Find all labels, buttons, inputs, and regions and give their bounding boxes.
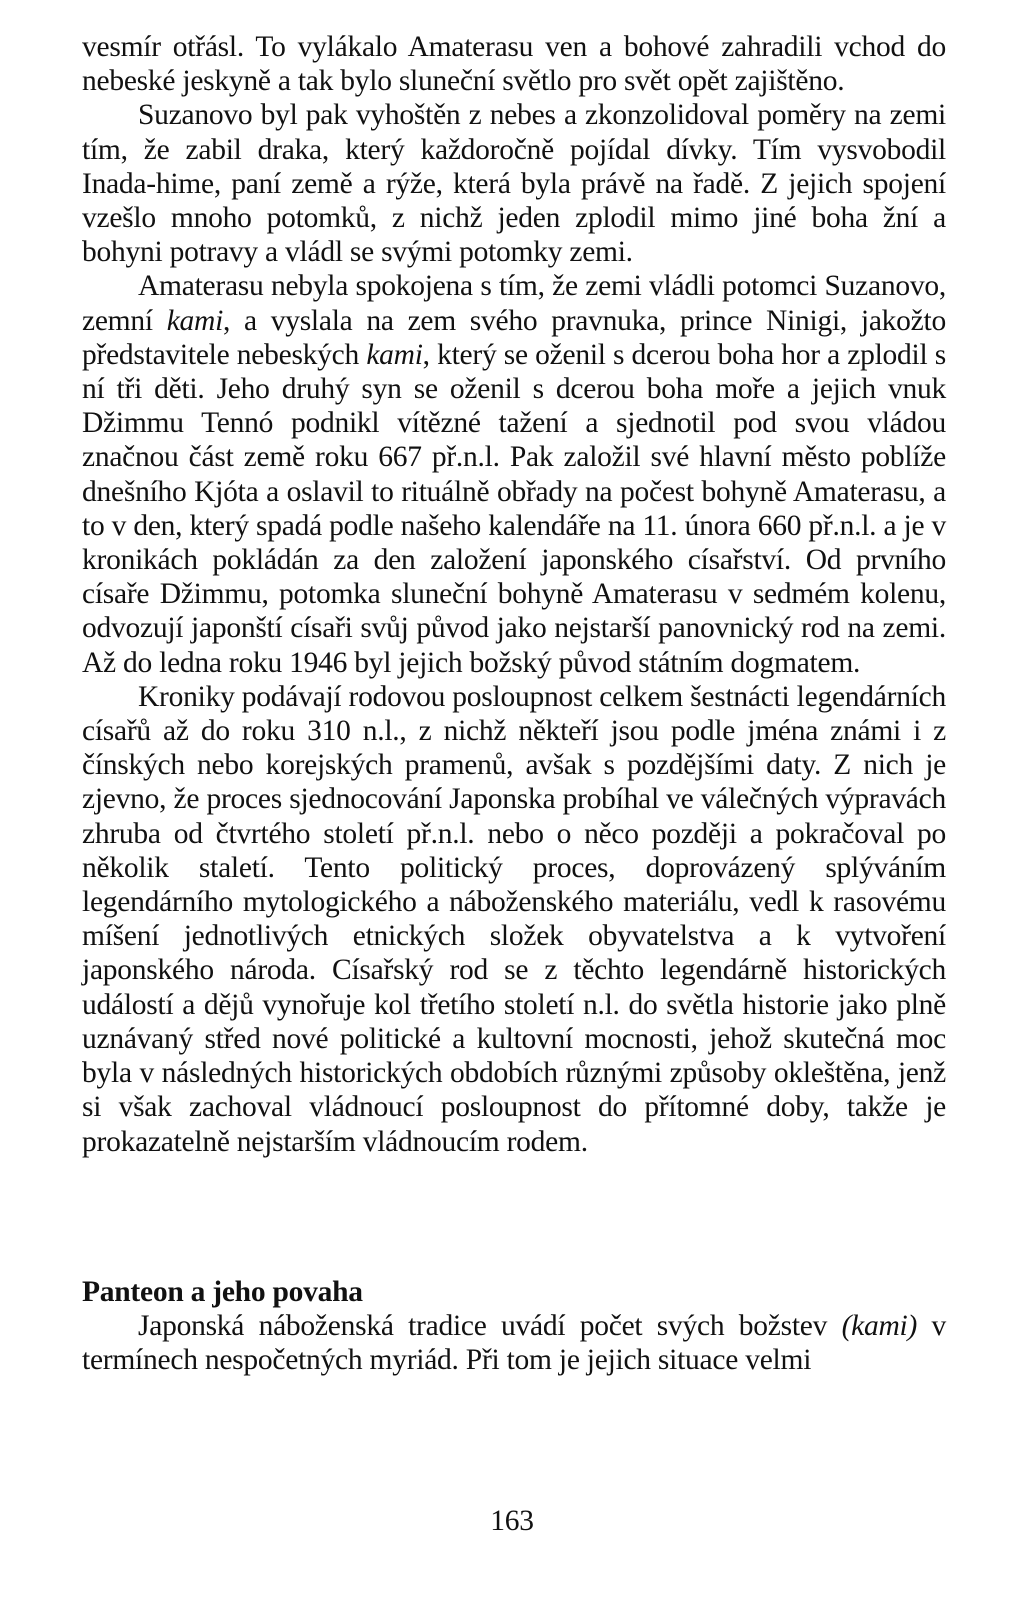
text-run: vesmír otřásl. To vylákalo Amaterasu ven a bohové zahradili vchod do nebeské jeskyně a tak bylo sluneční světlo pro svět opět zajištěno.: [82, 31, 946, 98]
section-heading: Panteon a jeho povaha: [82, 1275, 363, 1308]
italic-term: kami: [166, 304, 224, 337]
text-run: Amaterasu nebyla spokojena s tím, že zemi vládli potomci Suzanovo, zemní: [82, 270, 946, 337]
paragraph: [82, 1309, 946, 1377]
text-run: Japonská náboženská tradice uvádí počet svých božstev: [138, 1309, 842, 1342]
text-run: , a vyslala na zem svého pravnuka, prince Ninigi, jakožto představitele nebeských: [82, 304, 946, 371]
text-run: Suzanovo byl pak vyhoštěn z nebes a zkonzolidoval poměry na zemi tím, že zabil draka, který každoročně pojídal dívky. Tím vysvobodil Inada-hime, paní země a rýže, která byla právě na řadě. Z jejich spojení vzešlo mnoho potomků, z nichž jeden zplodil mimo jiné boha žní a bohyni potravy a vládl se svými potomky zemi.: [82, 99, 946, 269]
section-gap: [82, 1159, 946, 1275]
page-number: 163: [490, 1505, 534, 1537]
italic-term: kami: [366, 338, 423, 371]
section-text: [82, 1309, 946, 1377]
paragraph: [82, 680, 946, 1159]
paragraph: [82, 30, 946, 98]
text-run: v termínech nespočetných myriád. Při tom je jejich situace velmi: [82, 1309, 947, 1377]
body-text: [82, 30, 946, 1159]
italic-term: (kami): [841, 1309, 918, 1342]
paragraph: [82, 269, 946, 679]
text-run: Kroniky podávají rodovou posloupnost celkem šestnácti legendárních císařů až do roku 310 n.l., z nichž někteří jsou podle jména známi i z čínských nebo korejských pramenů, avšak s pozdějšími daty. Z nich je zjevno, že proces sjednocování Japonska probíhal ve válečných výpravách zhruba od čtvrtého století př.n.l. nebo o něco později a pokračoval po několik staletí. Tento politický proces, doprovázený splýváním legendárního mytologického a náboženského materiálu, vedl k rasovému míšení jednotlivých etnických složek obyvatelstva a k vytvoření japonského národa. Císařský rod se z těchto legendárně historických událostí a dějů vynořuje kol třetího století n.l. do světla historie jako plně uznávaný střed nové politické a kultovní mocnosti, jehož skutečná moc byla v následných historických obdobích různými způsoby okleštěna, jenž si však zachoval vládnoucí posloupnost do přítomné doby, takže je prokazatelně nejstarším vládnoucím rodem.: [82, 680, 946, 1158]
text-run: , který se oženil s dcerou boha hor a zplodil s ní tři děti. Jeho druhý syn se oženil s dcerou boha moře a jejich vnuk Džimmu Tennó podnikl vítězné tažení a sjednotil pod svou vládou značnou část země roku 667 př.n.l. Pak založil své hlavní město poblíže dnešního Kjóta a oslavil to rituálně obřady na počest bohyně Amaterasu, a to v den, který spadá podle našeho kalendáře na 11. února 660 př.n.l. a je v kronikách pokládán za den založení japonského císařství. Od prvního císaře Džimmu, potomka sluneční bohyně Amaterasu v sedmém kolenu, odvozují japonští císaři svůj původ jako nejstarší panovnický rod na zemi. Až do ledna roku 1946 byl jejich božský původ státním dogmatem.: [82, 338, 946, 679]
paragraph: [82, 98, 946, 269]
